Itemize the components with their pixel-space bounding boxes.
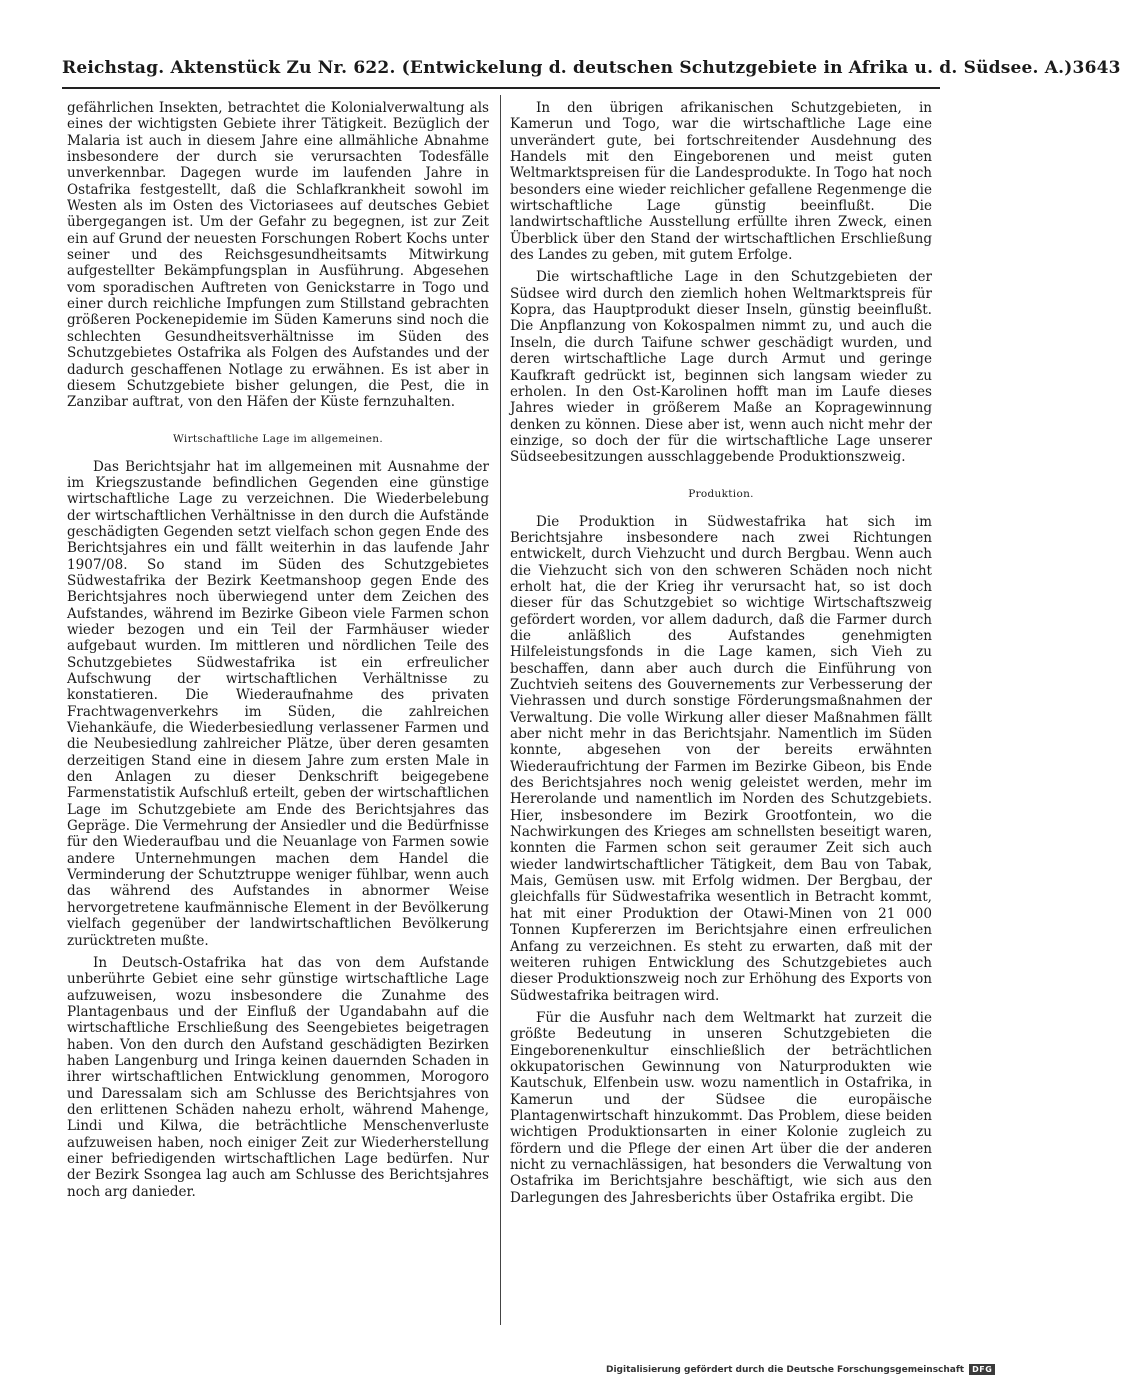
paragraph: Das Berichtsjahr hat im allgemeinen mit Ausnahme der im Kriegszustande befindlichen Gegenden eine günstige wirtschaftliche Lage zu verzeichnen. Die Wiederbelebung der wirtschaftlichen Verhältnisse in den durch die Aufstände geschädigten Gegenden setzt vielfach schon gegen Ende des Berichtsjahres ein und fällt weiterhin in das laufende Jahr 1907/08. So stand im Süden des Schutzgebietes Südwestafrika der Bezirk Keetmanshoop gegen Ende des Berichtsjahres noch überwiegend unter dem Zeichen des Aufstandes, während im Bezirke Gibeon viele Farmen schon wieder bezogen und ein Teil der Farmhäuser wieder aufgebaut wurden. Im mittleren und nördlichen Teile des Schutzgebietes Südwestafrika ist ein erfreulicher Aufschwung der wirtschaftlichen Verhältnisse zu konstatieren. Die Wiederaufnahme des privaten Frachtwagenverkehrs im Süden, die zahlreichen Viehankäufe, die Wiederbesiedlung verlassener Farmen und die Neubesiedlung zahlreicher Plätze, über deren gesamten derzeitigen Stand eine in diesem Jahre zum ersten Male in den Anlagen zu dieser Denkschrift beigegebene Farmenstatistik Aufschluß erteilt, geben der wirtschaftlichen Lage im Schutzgebiete am Ende des Berichtsjahres das Gepräge. Die Vermehrung der Ansiedler und die Bedürfnisse für den Wiederaufbau und die Neuanlage von Farmen sowie andere Unternehmungen machen dem Handel die Verminderung der Schutztruppe weniger fühlbar, wenn auch das während des Aufstandes in abnormer Weise hervorgetretene kaufmännische Element in der Bevölkerung vielfach gegenüber der landwirtschaftlichen Bevölkerung zurücktreten mußte. (67, 458, 489, 949)
left-column (67, 100, 489, 1200)
footer-text: Digitalisierung gefördert durch die Deutsche Forschungsgemeinschaft (606, 1364, 965, 1375)
column-divider (500, 95, 501, 1325)
header-title: Reichstag. Aktenstück Zu Nr. 622. (Entwickelung d. deutschen Schutzgebiete in Afrika u. d. Südsee. A.) (62, 58, 1073, 78)
page-number: 3643 (1072, 58, 1121, 78)
paragraph: In den übrigen afrikanischen Schutzgebieten, in Kamerun und Togo, war die wirtschaftliche Lage eine unverändert gute, bei fortschreitender Ausdehnung des Handels mit den Eingeborenen und meist guten Weltmarktspreisen für die Landesprodukte. In Togo hat noch besonders eine wieder reichlicher gefallene Regenmenge die wirtschaftliche Lage günstig beeinflußt. Die landwirtschaftliche Ausstellung erfüllte ihren Zweck, einen Überblick über den Stand der wirtschaftlichen Erschließung des Landes zu geben, mit gutem Erfolge. (510, 100, 932, 264)
header-rule (62, 87, 940, 89)
section-heading: Produktion. (688, 487, 754, 500)
page-header (62, 58, 1121, 78)
digitization-footer (606, 1364, 995, 1375)
paragraph: Für die Ausfuhr nach dem Weltmarkt hat zurzeit die größte Bedeutung in unseren Schutzgebieten die Eingeborenenkultur einschließlich der beträchtlichen okkupatorischen Gewinnung von Naturprodukten wie Kautschuk, Elfenbein usw. wozu namentlich in Ostafrika, in Kamerun und der Südsee die europäische Plantagenwirtschaft hinzukommt. Das Problem, diese beiden wichtigen Produktionsarten in einer Kolonie zugleich zu fördern und die Pflege der einen Art über die der anderen nicht zu vernachlässigen, hat besonders die Verwaltung von Ostafrika im Berichtsjahre beschäftigt, wie sich aus den Darlegungen des Jahresberichts über Ostafrika ergibt. Die (510, 1009, 932, 1206)
section-heading: Wirtschaftliche Lage im allgemeinen. (173, 432, 383, 445)
paragraph: gefährlichen Insekten, betrachtet die Kolonialverwaltung als eines der wichtigsten Gebiete ihrer Tätigkeit. Bezüglich der Malaria ist auch in diesem Jahre eine allmähliche Abnahme insbesondere der durch sie verursachten Todesfälle unverkennbar. Dagegen wurde im laufenden Jahre in Ostafrika festgestellt, daß die Schlafkrankheit sowohl im Westen als im Osten des Victoriasees auf deutsches Gebiet übergegangen ist. Um der Gefahr zu begegnen, ist zur Zeit ein auf Grund der neuesten Forschungen Robert Kochs unter seiner und des Reichsgesundheitsamts Mitwirkung aufgestellter Bekämpfungsplan in Ausführung. Abgesehen vom sporadischen Auftreten von Genickstarre in Togo und einer durch reichliche Impfungen zum Stillstand gebrachten größeren Pockenepidemie im Süden Kameruns sind noch die schlechten Gesundheitsverhältnisse im Süden des Schutzgebietes Ostafrika als Folgen des Aufstandes und der dadurch geschaffenen Notlage zu erwähnen. Es ist aber in diesem Schutzgebiete bisher gelungen, die Pest, die in Zanzibar auftrat, von den Häfen der Küste fernzuhalten. (67, 100, 489, 411)
right-column (510, 100, 932, 1206)
paragraph: Die Produktion in Südwestafrika hat sich im Berichtsjahre insbesondere nach zwei Richtungen entwickelt, durch Viehzucht und durch Bergbau. Wenn auch die Viehzucht sich von den schweren Schäden noch nicht erholt hat, die der Krieg ihr verursacht hat, so ist doch dieser für das Schutzgebiet so wichtige Wirtschaftszweig gefördert worden, vor allem dadurch, daß die Farmer durch die anläßlich des Aufstandes genehmigten Hilfeleistungsfonds in die Lage kamen, sich Vieh zu beschaffen, dann aber auch durch die Einführung von Zuchtvieh seitens des Gouvernements zur Verbesserung der Viehrassen und durch sonstige Förderungsmaßnahmen der Verwaltung. Die volle Wirkung aller dieser Maßnahmen fällt aber nicht mehr in das Berichtsjahr. Namentlich im Süden konnte, abgesehen von der bereits erwähnten Wiederaufrichtung der Farmen im Bezirke Gibeon, bis Ende des Berichtsjahres noch wenig geleistet werden, mehr im Hererolande und namentlich im Norden des Schutzgebiets. Hier, insbesondere im Bezirk Grootfontein, wo die Nachwirkungen des Krieges am schnellsten beseitigt waren, konnten die Farmen schon seit geraumer Zeit sich auch wieder landwirtschaftlicher Tätigkeit, dem Bau von Tabak, Mais, Gemüsen usw. mit Erfolg widmen. Der Bergbau, der gleichfalls für Südwestafrika wesentlich in Betracht kommt, hat mit einer Produktion der Otawi-Minen von 21 000 Tonnen Kupfererzen im Berichtsjahre einen erfreulichen Anfang zu verzeichnen. Es steht zu erwarten, daß mit der weiteren ruhigen Entwicklung des Schutzgebietes auch dieser Produktionszweig noch zur Erhöhung des Exports von Südwestafrika beitragen wird. (510, 513, 932, 1004)
dfg-logo: DFG (969, 1364, 995, 1375)
paragraph: In Deutsch-Ostafrika hat das von dem Aufstande unberührte Gebiet eine sehr günstige wirtschaftliche Lage aufzuweisen, wozu insbesondere die Zunahme des Plantagenbaus und der Einfluß der Ugandabahn auf die wirtschaftliche Erschließung des Seengebietes beigetragen haben. Von den durch den Aufstand geschädigten Bezirken haben Langenburg und Iringa keinen dauernden Schaden in ihrer wirtschaftlichen Entwicklung genommen, Morogoro und Daressalam sich am Schlusse des Berichtsjahres von den erlittenen Schäden nahezu erholt, während Mahenge, Lindi und Kilwa, die beträchtliche Menschenverluste aufzuweisen haben, noch einiger Zeit zur Wiederherstellung einer befriedigenden wirtschaftlichen Lage bedürfen. Nur der Bezirk Ssongea lag auch am Schlusse des Berichtsjahres noch arg danieder. (67, 954, 489, 1200)
paragraph: Die wirtschaftliche Lage in den Schutzgebieten der Südsee wird durch den ziemlich hohen Weltmarktspreis für Kopra, das Hauptprodukt dieser Inseln, günstig beeinflußt. Die Anpflanzung von Kokospalmen nimmt zu, und auch die Inseln, die durch Taifune schwer geschädigt wurden, und deren wirtschaftliche Lage durch Armut und geringe Kaufkraft gedrückt ist, beginnen sich langsam wieder zu erholen. In den Ost-Karolinen hofft man im Laufe dieses Jahres wieder in größerem Maße an Kopragewinnung denken zu können. Diese aber ist, wenn auch nicht mehr der einzige, so doch der für die wirtschaftliche Lage unserer Südseebesitzungen ausschlaggebende Produktionszweig. (510, 269, 932, 466)
